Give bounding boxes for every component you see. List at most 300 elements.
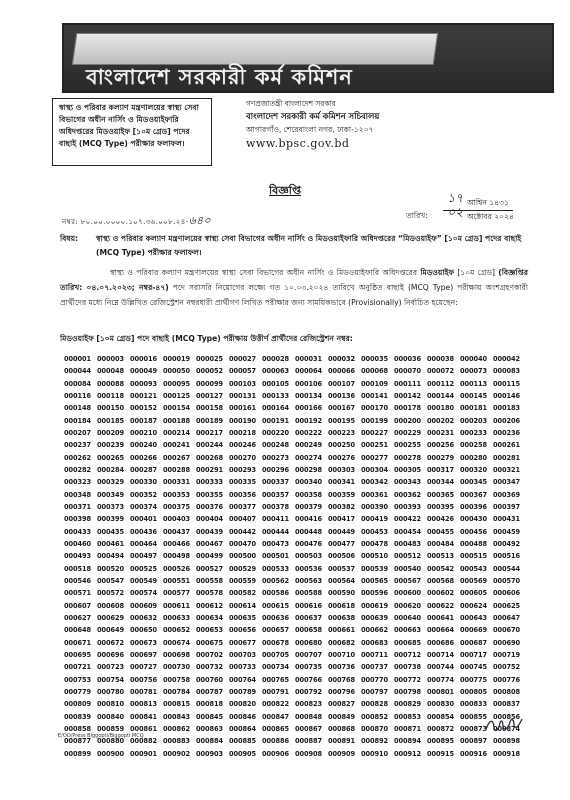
registration-number: 000912 xyxy=(394,749,421,758)
registration-number: 000127 xyxy=(196,391,223,400)
registration-number: 000116 xyxy=(64,391,91,400)
registration-number: 000650 xyxy=(130,626,157,635)
registration-number: 000293 xyxy=(229,465,256,474)
registration-number: 000872 xyxy=(427,724,454,733)
registration-number: 000515 xyxy=(460,552,487,561)
registration-number: 000321 xyxy=(493,465,520,474)
registration-number: 000255 xyxy=(394,441,421,450)
registration-number: 000695 xyxy=(64,650,91,659)
registration-number: 000267 xyxy=(163,453,190,462)
registration-number: 000373 xyxy=(97,502,124,511)
registration-number: 000525 xyxy=(130,564,157,573)
registration-number: 000868 xyxy=(328,724,355,733)
registration-number: 000148 xyxy=(64,404,91,413)
registration-number: 000734 xyxy=(262,663,289,672)
registration-number: 000494 xyxy=(97,552,124,561)
registration-number: 000144 xyxy=(427,391,454,400)
registration-number: 000918 xyxy=(493,749,520,758)
registration-number: 000358 xyxy=(295,490,322,499)
registration-number: 000335 xyxy=(229,478,256,487)
registration-number: 000048 xyxy=(97,367,124,376)
body-text-1: স্বাস্থ্য ও পরিবার কল্যাণ মন্ত্রণালয়ের স্বাস্থ্য সেবা বিভাগের অধীন নার্সিং ও মিডওয়াইফারি অধিদপ্তরের xyxy=(110,268,421,277)
registration-number: 000670 xyxy=(493,626,520,635)
registration-number: 000563 xyxy=(295,576,322,585)
english-day: ০২ xyxy=(447,205,463,219)
registration-number: 000500 xyxy=(229,552,256,561)
registration-number: 000454 xyxy=(394,527,421,536)
registration-number: 000317 xyxy=(427,465,454,474)
registration-number: 000910 xyxy=(361,749,388,758)
registration-number: 000107 xyxy=(328,379,355,388)
registration-number: 000696 xyxy=(97,650,124,659)
registration-number: 000886 xyxy=(262,737,289,746)
registration-number: 000158 xyxy=(196,404,223,413)
registration-number: 000820 xyxy=(229,700,256,709)
registration-number: 000217 xyxy=(196,428,223,437)
registration-number: 000125 xyxy=(163,391,190,400)
registration-number: 000887 xyxy=(295,737,322,746)
registration-number: 000529 xyxy=(229,564,256,573)
registration-number: 000291 xyxy=(196,465,223,474)
registration-number: 000736 xyxy=(328,663,355,672)
registration-number: 000625 xyxy=(493,601,520,610)
registration-number: 000809 xyxy=(64,700,91,709)
registration-number: 000331 xyxy=(163,478,190,487)
registration-number: 000608 xyxy=(97,601,124,610)
registration-number: 000717 xyxy=(460,650,487,659)
registration-number: 000436 xyxy=(130,527,157,536)
registration-number: 000909 xyxy=(328,749,355,758)
registration-number: 000433 xyxy=(64,527,91,536)
registration-number: 000833 xyxy=(460,700,487,709)
registration-number: 000422 xyxy=(394,515,421,524)
bangla-day: ১৭ xyxy=(447,191,463,205)
registration-number: 000540 xyxy=(394,564,421,573)
registration-number: 000848 xyxy=(295,712,322,721)
registration-number: 000685 xyxy=(394,638,421,647)
registration-number: 000680 xyxy=(295,638,322,647)
registration-number: 000562 xyxy=(262,576,289,585)
registration-number: 000735 xyxy=(295,663,322,672)
registration-number: 000377 xyxy=(229,502,256,511)
page-title: বিজ্ঞপ্তি xyxy=(269,184,301,197)
registration-number: 000353 xyxy=(163,490,190,499)
registration-number: 000673 xyxy=(130,638,157,647)
registration-number: 000419 xyxy=(361,515,388,524)
registration-number: 000558 xyxy=(196,576,223,585)
registration-number: 000752 xyxy=(493,663,520,672)
registration-number: 000858 xyxy=(64,724,91,733)
registration-number: 000780 xyxy=(97,687,124,696)
registration-number: 000241 xyxy=(163,441,190,450)
registration-number: 000266 xyxy=(130,453,157,462)
registration-number: 000765 xyxy=(262,675,289,684)
registration-number: 000493 xyxy=(64,552,91,561)
registration-number: 000859 xyxy=(97,724,124,733)
registration-number: 000815 xyxy=(163,700,190,709)
registration-number: 000467 xyxy=(196,539,223,548)
registration-number: 000745 xyxy=(460,663,487,672)
registration-number: 000638 xyxy=(328,613,355,622)
registration-number: 000627 xyxy=(64,613,91,622)
registration-number: 000902 xyxy=(163,749,190,758)
registration-number: 000246 xyxy=(229,441,256,450)
registration-number: 000073 xyxy=(460,367,487,376)
registration-number: 000805 xyxy=(460,687,487,696)
registration-number: 000885 xyxy=(229,737,256,746)
registration-number: 000214 xyxy=(163,428,190,437)
registration-number: 000349 xyxy=(97,490,124,499)
registration-number: 000032 xyxy=(328,355,355,363)
registration-number: 000057 xyxy=(229,367,256,376)
registration-number: 000823 xyxy=(295,700,322,709)
registration-number: 000865 xyxy=(262,724,289,733)
registration-number: 000371 xyxy=(64,502,91,511)
registration-number: 000095 xyxy=(163,379,190,388)
registration-number: 000281 xyxy=(493,453,520,462)
registration-number: 000737 xyxy=(361,663,388,672)
registration-number: 000827 xyxy=(328,700,355,709)
registration-number: 000395 xyxy=(427,502,454,511)
registration-number: 000690 xyxy=(493,638,520,647)
registration-number: 000551 xyxy=(163,576,190,585)
registration-number: 000641 xyxy=(427,613,454,622)
registration-number: 000856 xyxy=(493,712,520,721)
registration-number: 000634 xyxy=(196,613,223,622)
registration-number: 000340 xyxy=(295,478,322,487)
registration-number: 000113 xyxy=(460,379,487,388)
registration-number: 000202 xyxy=(427,416,454,425)
registration-number: 000190 xyxy=(229,416,256,425)
registration-number: 000915 xyxy=(427,749,454,758)
registration-number: 000776 xyxy=(493,675,520,684)
registration-number: 000497 xyxy=(130,552,157,561)
registration-number: 000602 xyxy=(427,589,454,598)
registration-number: 000845 xyxy=(196,712,223,721)
registration-number: 000265 xyxy=(97,453,124,462)
registration-number: 000206 xyxy=(493,416,520,425)
registration-number: 000657 xyxy=(262,626,289,635)
registration-number: 000343 xyxy=(394,478,421,487)
registration-number: 000669 xyxy=(460,626,487,635)
registration-number: 000448 xyxy=(295,527,322,536)
registration-number: 000615 xyxy=(262,601,289,610)
registration-number: 000261 xyxy=(493,441,520,450)
registration-number: 000664 xyxy=(427,626,454,635)
footer-reference: E/OO/Press Biggopti/Biggopti MCQ xyxy=(58,733,144,739)
registration-number: 000282 xyxy=(64,465,91,474)
website-link[interactable]: www.bpsc.gov.bd xyxy=(246,137,350,150)
organization-name: বাংলাদেশ সরকারী কর্ম কমিশন সচিবালয় xyxy=(246,111,380,121)
registration-number: 000103 xyxy=(229,379,256,388)
registration-number: 000649 xyxy=(97,626,124,635)
registration-number: 000899 xyxy=(64,749,91,758)
registration-number: 000895 xyxy=(427,737,454,746)
registration-number: 000510 xyxy=(361,552,388,561)
body-text-3: পদে সরাসরি নিয়োগের লক্ষ্যে গত ১০.০৩.২০২৪ তারিখে অনুষ্ঠিত বাছাই (MCQ Type) পরীক্ষায় অংশগ্রহণকারী প্রার্থীদের মধ্যে নিম্নে উল্লিখিত রেজিস্ট্রেশন নম্বরধারী প্রার্থীগণ লিখিত পরীক্ষার জন্য সাময়িকভাবে (Provisionally) নির্বাচিত হয়েছেন: xyxy=(60,283,528,308)
registration-number: 000455 xyxy=(427,527,454,536)
registration-number: 000112 xyxy=(427,379,454,388)
registration-number: 000191 xyxy=(262,416,289,425)
registration-number: 000473 xyxy=(262,539,289,548)
registration-number: 000456 xyxy=(460,527,487,536)
registration-number: 000499 xyxy=(196,552,223,561)
registration-number: 000891 xyxy=(328,737,355,746)
registration-number: 000884 xyxy=(196,737,223,746)
registration-number: 000305 xyxy=(394,465,421,474)
registration-number: 000867 xyxy=(295,724,322,733)
signature-icon xyxy=(484,713,524,735)
registration-number: 000903 xyxy=(196,749,223,758)
registration-number: 000506 xyxy=(328,552,355,561)
registration-number: 000721 xyxy=(64,663,91,672)
registration-number: 000874 xyxy=(493,724,520,733)
registration-number: 000861 xyxy=(130,724,157,733)
registration-number: 000367 xyxy=(460,490,487,499)
body-text-2: [১০ম গ্রেড] xyxy=(454,268,499,277)
registration-number: 000863 xyxy=(196,724,223,733)
registration-number: 000590 xyxy=(328,589,355,598)
registration-number: 000647 xyxy=(493,613,520,622)
registration-number: 000347 xyxy=(493,478,520,487)
registration-number: 000501 xyxy=(262,552,289,561)
registration-number: 000118 xyxy=(97,391,124,400)
registration-number: 000813 xyxy=(130,700,157,709)
registration-number: 000411 xyxy=(262,515,289,524)
registration-number: 000192 xyxy=(295,416,322,425)
registration-number: 000723 xyxy=(97,663,124,672)
registration-number: 000894 xyxy=(394,737,421,746)
registration-number: 000609 xyxy=(130,601,157,610)
memo-number xyxy=(62,212,211,231)
registration-number: 000109 xyxy=(361,379,388,388)
registration-number: 000853 xyxy=(394,712,421,721)
registration-number: 000063 xyxy=(262,367,289,376)
registration-number: 000036 xyxy=(394,355,421,363)
registration-number: 000840 xyxy=(97,712,124,721)
registration-number: 000437 xyxy=(163,527,190,536)
registration-number: 000288 xyxy=(163,465,190,474)
registration-number: 000578 xyxy=(196,589,223,598)
registration-number: 000662 xyxy=(361,626,388,635)
registration-number: 000220 xyxy=(262,428,289,437)
registration-number: 000345 xyxy=(460,478,487,487)
registration-number: 000287 xyxy=(130,465,157,474)
registration-number: 000484 xyxy=(427,539,454,548)
registration-number: 000280 xyxy=(460,453,487,462)
registration-number: 000564 xyxy=(328,576,355,585)
registration-number: 000768 xyxy=(328,675,355,684)
registration-number: 000298 xyxy=(295,465,322,474)
registration-number: 000707 xyxy=(295,650,322,659)
registration-number: 000873 xyxy=(460,724,487,733)
registration-number: 000184 xyxy=(64,416,91,425)
registration-number: 000133 xyxy=(262,391,289,400)
registration-number: 000862 xyxy=(163,724,190,733)
registration-number: 000565 xyxy=(361,576,388,585)
memo-handwritten-number: ৬৪০ xyxy=(188,214,211,227)
registration-number: 000444 xyxy=(262,527,289,536)
registration-number: 000181 xyxy=(460,404,487,413)
registration-number: 000049 xyxy=(130,367,157,376)
registration-number: 000901 xyxy=(130,749,157,758)
memo-prefix: নম্বর: ৮০.০০.০০০০.১০৭.৩৬.০০৮.২৪- xyxy=(62,217,189,226)
registration-number: 000705 xyxy=(262,650,289,659)
registration-number: 000607 xyxy=(64,601,91,610)
registration-number: 000632 xyxy=(130,613,157,622)
registration-number: 000031 xyxy=(295,355,322,363)
registration-number: 000025 xyxy=(196,355,223,363)
registration-number: 000808 xyxy=(493,687,520,696)
registration-number: 000822 xyxy=(262,700,289,709)
registration-number: 000348 xyxy=(64,490,91,499)
registration-number: 000279 xyxy=(427,453,454,462)
registration-number: 000188 xyxy=(163,416,190,425)
registration-number: 000908 xyxy=(295,749,322,758)
registration-number: 000526 xyxy=(163,564,190,573)
registration-number: 000841 xyxy=(130,712,157,721)
registration-number: 000539 xyxy=(361,564,388,573)
registration-number: 000270 xyxy=(229,453,256,462)
registration-number: 000658 xyxy=(295,626,322,635)
registration-number: 000359 xyxy=(328,490,355,499)
registration-number: 000330 xyxy=(130,478,157,487)
registration-number: 000733 xyxy=(229,663,256,672)
registration-number: 000546 xyxy=(64,576,91,585)
registration-number: 000789 xyxy=(229,687,256,696)
registration-number: 000105 xyxy=(262,379,289,388)
registration-number: 000083 xyxy=(493,367,520,376)
registration-number: 000154 xyxy=(163,404,190,413)
registration-number: 000344 xyxy=(427,478,454,487)
registration-number: 000393 xyxy=(394,502,421,511)
body-paragraph xyxy=(60,265,528,311)
registration-number: 000357 xyxy=(262,490,289,499)
registration-number: 000571 xyxy=(64,589,91,598)
registration-number: 000470 xyxy=(229,539,256,548)
registration-number: 000084 xyxy=(64,379,91,388)
registration-number: 000588 xyxy=(295,589,322,598)
registration-number: 000244 xyxy=(196,441,223,450)
registration-number: 000714 xyxy=(427,650,454,659)
registration-number: 000527 xyxy=(196,564,223,573)
registration-number: 000618 xyxy=(328,601,355,610)
registration-number: 000570 xyxy=(493,576,520,585)
registration-number: 000871 xyxy=(394,724,421,733)
registration-number: 000503 xyxy=(295,552,322,561)
registration-number: 000880 xyxy=(97,737,124,746)
registration-number: 000390 xyxy=(361,502,388,511)
registration-number: 000542 xyxy=(427,564,454,573)
registration-number: 000236 xyxy=(493,428,520,437)
registration-number: 000374 xyxy=(130,502,157,511)
registration-number: 000586 xyxy=(262,589,289,598)
registration-number: 000829 xyxy=(394,700,421,709)
registration-number: 000210 xyxy=(130,428,157,437)
registration-number: 000397 xyxy=(493,502,520,511)
registration-number: 000772 xyxy=(394,675,421,684)
registration-number: 000574 xyxy=(130,589,157,598)
registration-number: 000549 xyxy=(130,576,157,585)
registration-number: 000093 xyxy=(130,379,157,388)
registration-number: 000483 xyxy=(394,539,421,548)
registration-number: 000341 xyxy=(328,478,355,487)
registration-number: 000333 xyxy=(196,478,223,487)
subject-label: বিষয়: xyxy=(60,234,79,243)
registration-number: 000839 xyxy=(64,712,91,721)
registration-number: 000042 xyxy=(493,355,520,363)
registration-number: 000544 xyxy=(493,564,520,573)
registration-number: 000639 xyxy=(361,613,388,622)
body-bold-post: মিডওয়াইফ xyxy=(420,268,455,277)
date-block xyxy=(441,191,541,224)
notice-summary-box: স্বাস্থ্য ও পরিবার কল্যাণ মন্ত্রণালয়ের স্বাস্থ্য সেবা বিভাগের অধীন নার্সিং ও মিডওয়াইফারি অধিদপ্তরের মিডওয়াইফ [১০ম গ্রেড] পদের বাছাই (MCQ Type) পরীক্ষার ফলাফল। xyxy=(52,98,212,166)
registration-number: 000766 xyxy=(295,675,322,684)
registration-number: 000459 xyxy=(493,527,520,536)
registration-number: 000355 xyxy=(196,490,223,499)
registration-number: 000166 xyxy=(295,404,322,413)
registration-number: 000798 xyxy=(394,687,421,696)
registration-number: 000375 xyxy=(163,502,190,511)
registration-number: 000195 xyxy=(328,416,355,425)
registration-number: 000543 xyxy=(460,564,487,573)
registration-number: 000852 xyxy=(361,712,388,721)
registration-number: 000167 xyxy=(328,404,355,413)
english-month: অক্টোবর ২০২৪ xyxy=(467,212,514,221)
registration-number: 000320 xyxy=(460,465,487,474)
registration-number: 000250 xyxy=(328,441,355,450)
registration-number: 000652 xyxy=(163,626,190,635)
registration-number: 000478 xyxy=(361,539,388,548)
registration-number: 000622 xyxy=(427,601,454,610)
registration-number: 000180 xyxy=(427,404,454,413)
bangla-month: আশ্বিন ১৪৩১ xyxy=(467,198,510,207)
registration-number: 000883 xyxy=(163,737,190,746)
registration-number: 000643 xyxy=(460,613,487,622)
registration-number: 000251 xyxy=(361,441,388,450)
registration-number: 000268 xyxy=(196,453,223,462)
registration-number: 000760 xyxy=(196,675,223,684)
registration-number: 000200 xyxy=(394,416,421,425)
registration-number: 000577 xyxy=(163,589,190,598)
registration-number: 000019 xyxy=(163,355,190,363)
office-header xyxy=(246,98,546,152)
registration-number: 000559 xyxy=(229,576,256,585)
registration-number: 000028 xyxy=(262,355,289,363)
registration-number: 000770 xyxy=(361,675,388,684)
registration-number: 000572 xyxy=(97,589,124,598)
registration-number: 000828 xyxy=(361,700,388,709)
registration-number: 000719 xyxy=(493,650,520,659)
registration-number: 000016 xyxy=(130,355,157,363)
registration-number: 000365 xyxy=(427,490,454,499)
banner-title: বাংলাদেশ সরকারী কর্ম কমিশন xyxy=(86,65,353,89)
registration-number: 000284 xyxy=(97,465,124,474)
registration-number: 000781 xyxy=(130,687,157,696)
registration-number: 000568 xyxy=(427,576,454,585)
registration-number: 000712 xyxy=(394,650,421,659)
registration-number: 000897 xyxy=(460,737,487,746)
registration-number: 000636 xyxy=(262,613,289,622)
registration-number: 000249 xyxy=(295,441,322,450)
registration-number: 000231 xyxy=(427,428,454,437)
registration-number: 000600 xyxy=(394,589,421,598)
registration-number: 000152 xyxy=(130,404,157,413)
registration-number: 000187 xyxy=(130,416,157,425)
registration-number: 000337 xyxy=(262,478,289,487)
registration-number: 000145 xyxy=(460,391,487,400)
registration-number: 000536 xyxy=(295,564,322,573)
